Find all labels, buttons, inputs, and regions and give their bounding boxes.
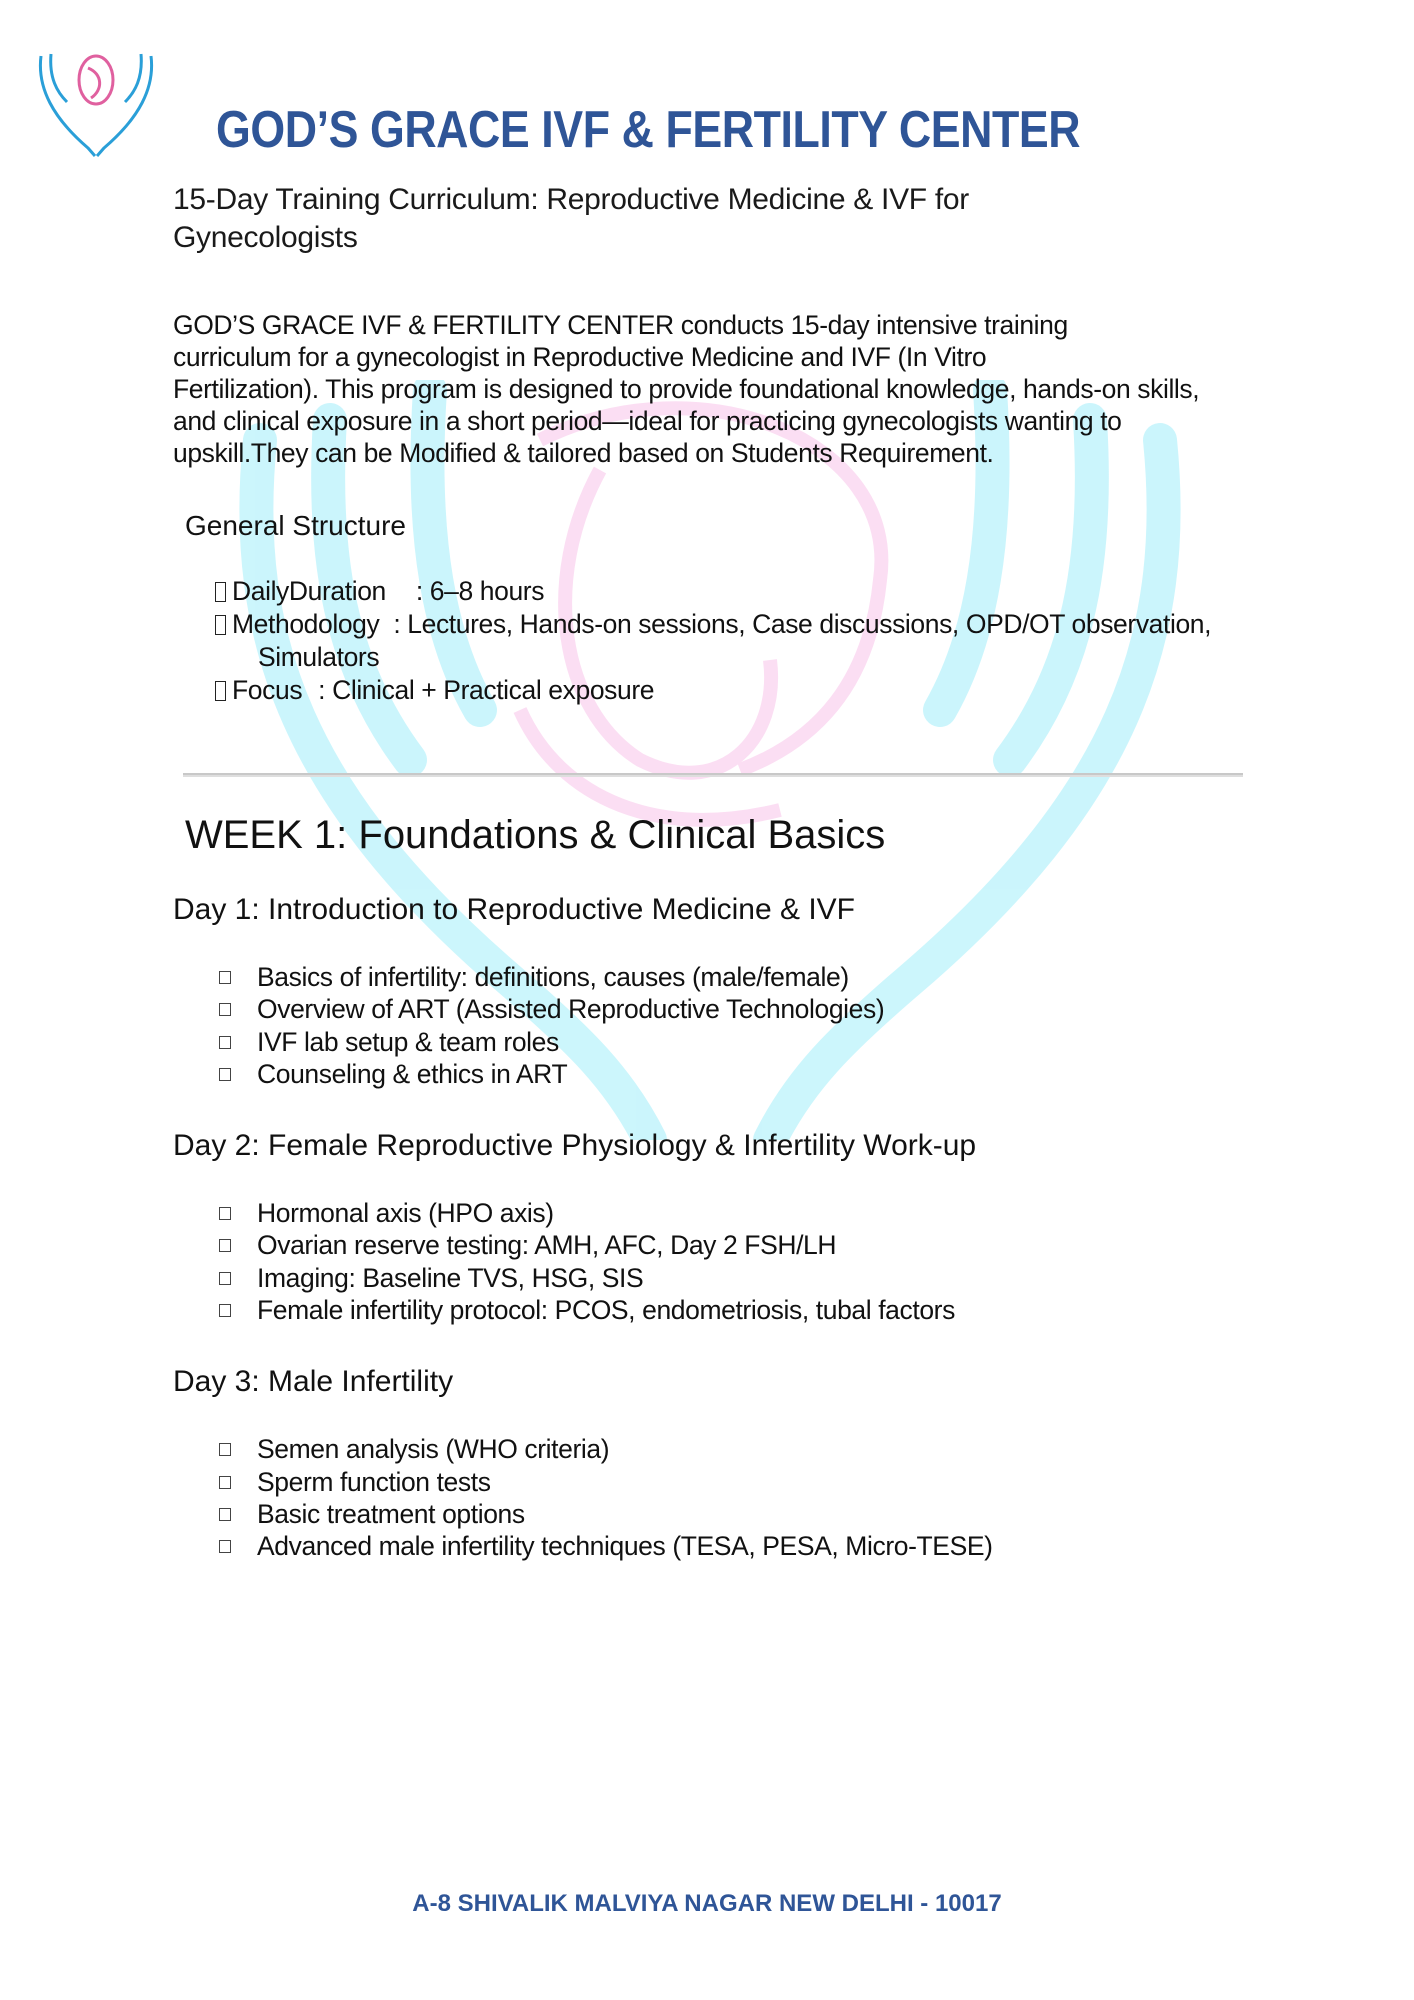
row-value: : Clinical + Practical exposure [318, 675, 655, 705]
checkbox-icon [219, 971, 231, 984]
item-text: Basics of infertility: definitions, causes (male/female) [257, 962, 849, 992]
item-text: Basic treatment options [257, 1499, 525, 1529]
row-value: : Lectures, Hands-on sessions, Case discussions, OPD/OT observation, [393, 609, 1212, 639]
list-item [219, 1499, 525, 1530]
week-1-heading: WEEK 1: Foundations & Clinical Basics [185, 813, 886, 857]
structure-row-methodology [215, 609, 1211, 640]
checkbox-icon [219, 1443, 231, 1456]
row-label: Focus [232, 675, 303, 705]
day-3-heading: Day 3: Male Infertility [173, 1365, 454, 1398]
logo-hands-icon [33, 48, 159, 158]
item-text: Counseling & ethics in ART [257, 1059, 568, 1089]
row-value: : 6–8 hours [415, 576, 545, 606]
checkbox-icon [219, 1272, 231, 1285]
day-1-heading: Day 1: Introduction to Reproductive Medicine & IVF [173, 893, 856, 926]
checkbox-icon [219, 1304, 231, 1317]
list-item [219, 1467, 491, 1498]
list-item [219, 962, 849, 993]
structure-row-duration [215, 576, 544, 607]
curriculum-subtitle-line-1: 15-Day Training Curriculum: Reproductive Medicine & IVF for [173, 183, 969, 216]
checkbox-icon [219, 1508, 231, 1521]
center-name-title: GOD’S GRACE IVF & FERTILITY CENTER [216, 101, 1081, 159]
watermark-logo [180, 380, 1240, 1140]
checkbox-icon [219, 1036, 231, 1049]
footer-address: A-8 SHIVALIK MALVIYA NAGAR NEW DELHI - 10017 [412, 1890, 1002, 1917]
checkbox-icon [219, 1476, 231, 1489]
item-text: Advanced male infertility techniques (TESA, PESA, Micro-TESE) [257, 1531, 993, 1561]
list-item [219, 994, 884, 1025]
item-text: Semen analysis (WHO criteria) [257, 1434, 610, 1464]
checkbox-icon [219, 1540, 231, 1553]
item-text: Imaging: Baseline TVS, HSG, SIS [257, 1263, 644, 1293]
list-item [219, 1263, 643, 1294]
checkbox-icon [219, 1239, 231, 1252]
checkbox-icon [219, 1003, 231, 1016]
item-text: Sperm function tests [257, 1467, 491, 1497]
section-divider [183, 773, 1243, 777]
item-text: Ovarian reserve testing: AMH, AFC, Day 2 FSH/LH [257, 1230, 837, 1260]
curriculum-subtitle-line-2: Gynecologists [173, 221, 358, 254]
bullet-box-icon [215, 615, 226, 635]
row-label: Methodology [232, 609, 380, 639]
item-text: IVF lab setup & team roles [257, 1027, 559, 1057]
item-text: Hormonal axis (HPO axis) [257, 1198, 554, 1228]
intro-line: upskill.They can be Modified & tailored based on Students Requirement. [173, 438, 994, 468]
structure-row-focus [215, 675, 654, 706]
intro-line: curriculum for a gynecologist in Reproductive Medicine and IVF (In Vitro [173, 342, 987, 372]
bullet-box-icon [215, 681, 226, 701]
list-item [219, 1295, 955, 1326]
list-item [219, 1027, 559, 1058]
intro-line: Fertilization). This program is designed to provide foundational knowledge, hands-on skills, [173, 374, 1200, 404]
intro-line: GOD’S GRACE IVF & FERTILITY CENTER conducts 15-day intensive training [173, 310, 1068, 340]
row-label: DailyDuration [232, 576, 386, 606]
list-item [219, 1531, 993, 1562]
bullet-box-icon [215, 582, 226, 602]
day-2-heading: Day 2: Female Reproductive Physiology & Infertility Work-up [173, 1129, 977, 1162]
item-text: Overview of ART (Assisted Reproductive Technologies) [257, 994, 885, 1024]
item-text: Female infertility protocol: PCOS, endometriosis, tubal factors [257, 1295, 955, 1325]
structure-row-methodology-cont: Simulators [258, 642, 380, 672]
list-item [219, 1230, 836, 1261]
intro-line: and clinical exposure in a short period—ideal for practicing gynecologists wanting to [173, 406, 1122, 436]
list-item [219, 1059, 567, 1090]
checkbox-icon [219, 1207, 231, 1220]
list-item [219, 1198, 554, 1229]
list-item [219, 1434, 609, 1465]
checkbox-icon [219, 1068, 231, 1081]
general-structure-heading: General Structure [185, 510, 406, 541]
